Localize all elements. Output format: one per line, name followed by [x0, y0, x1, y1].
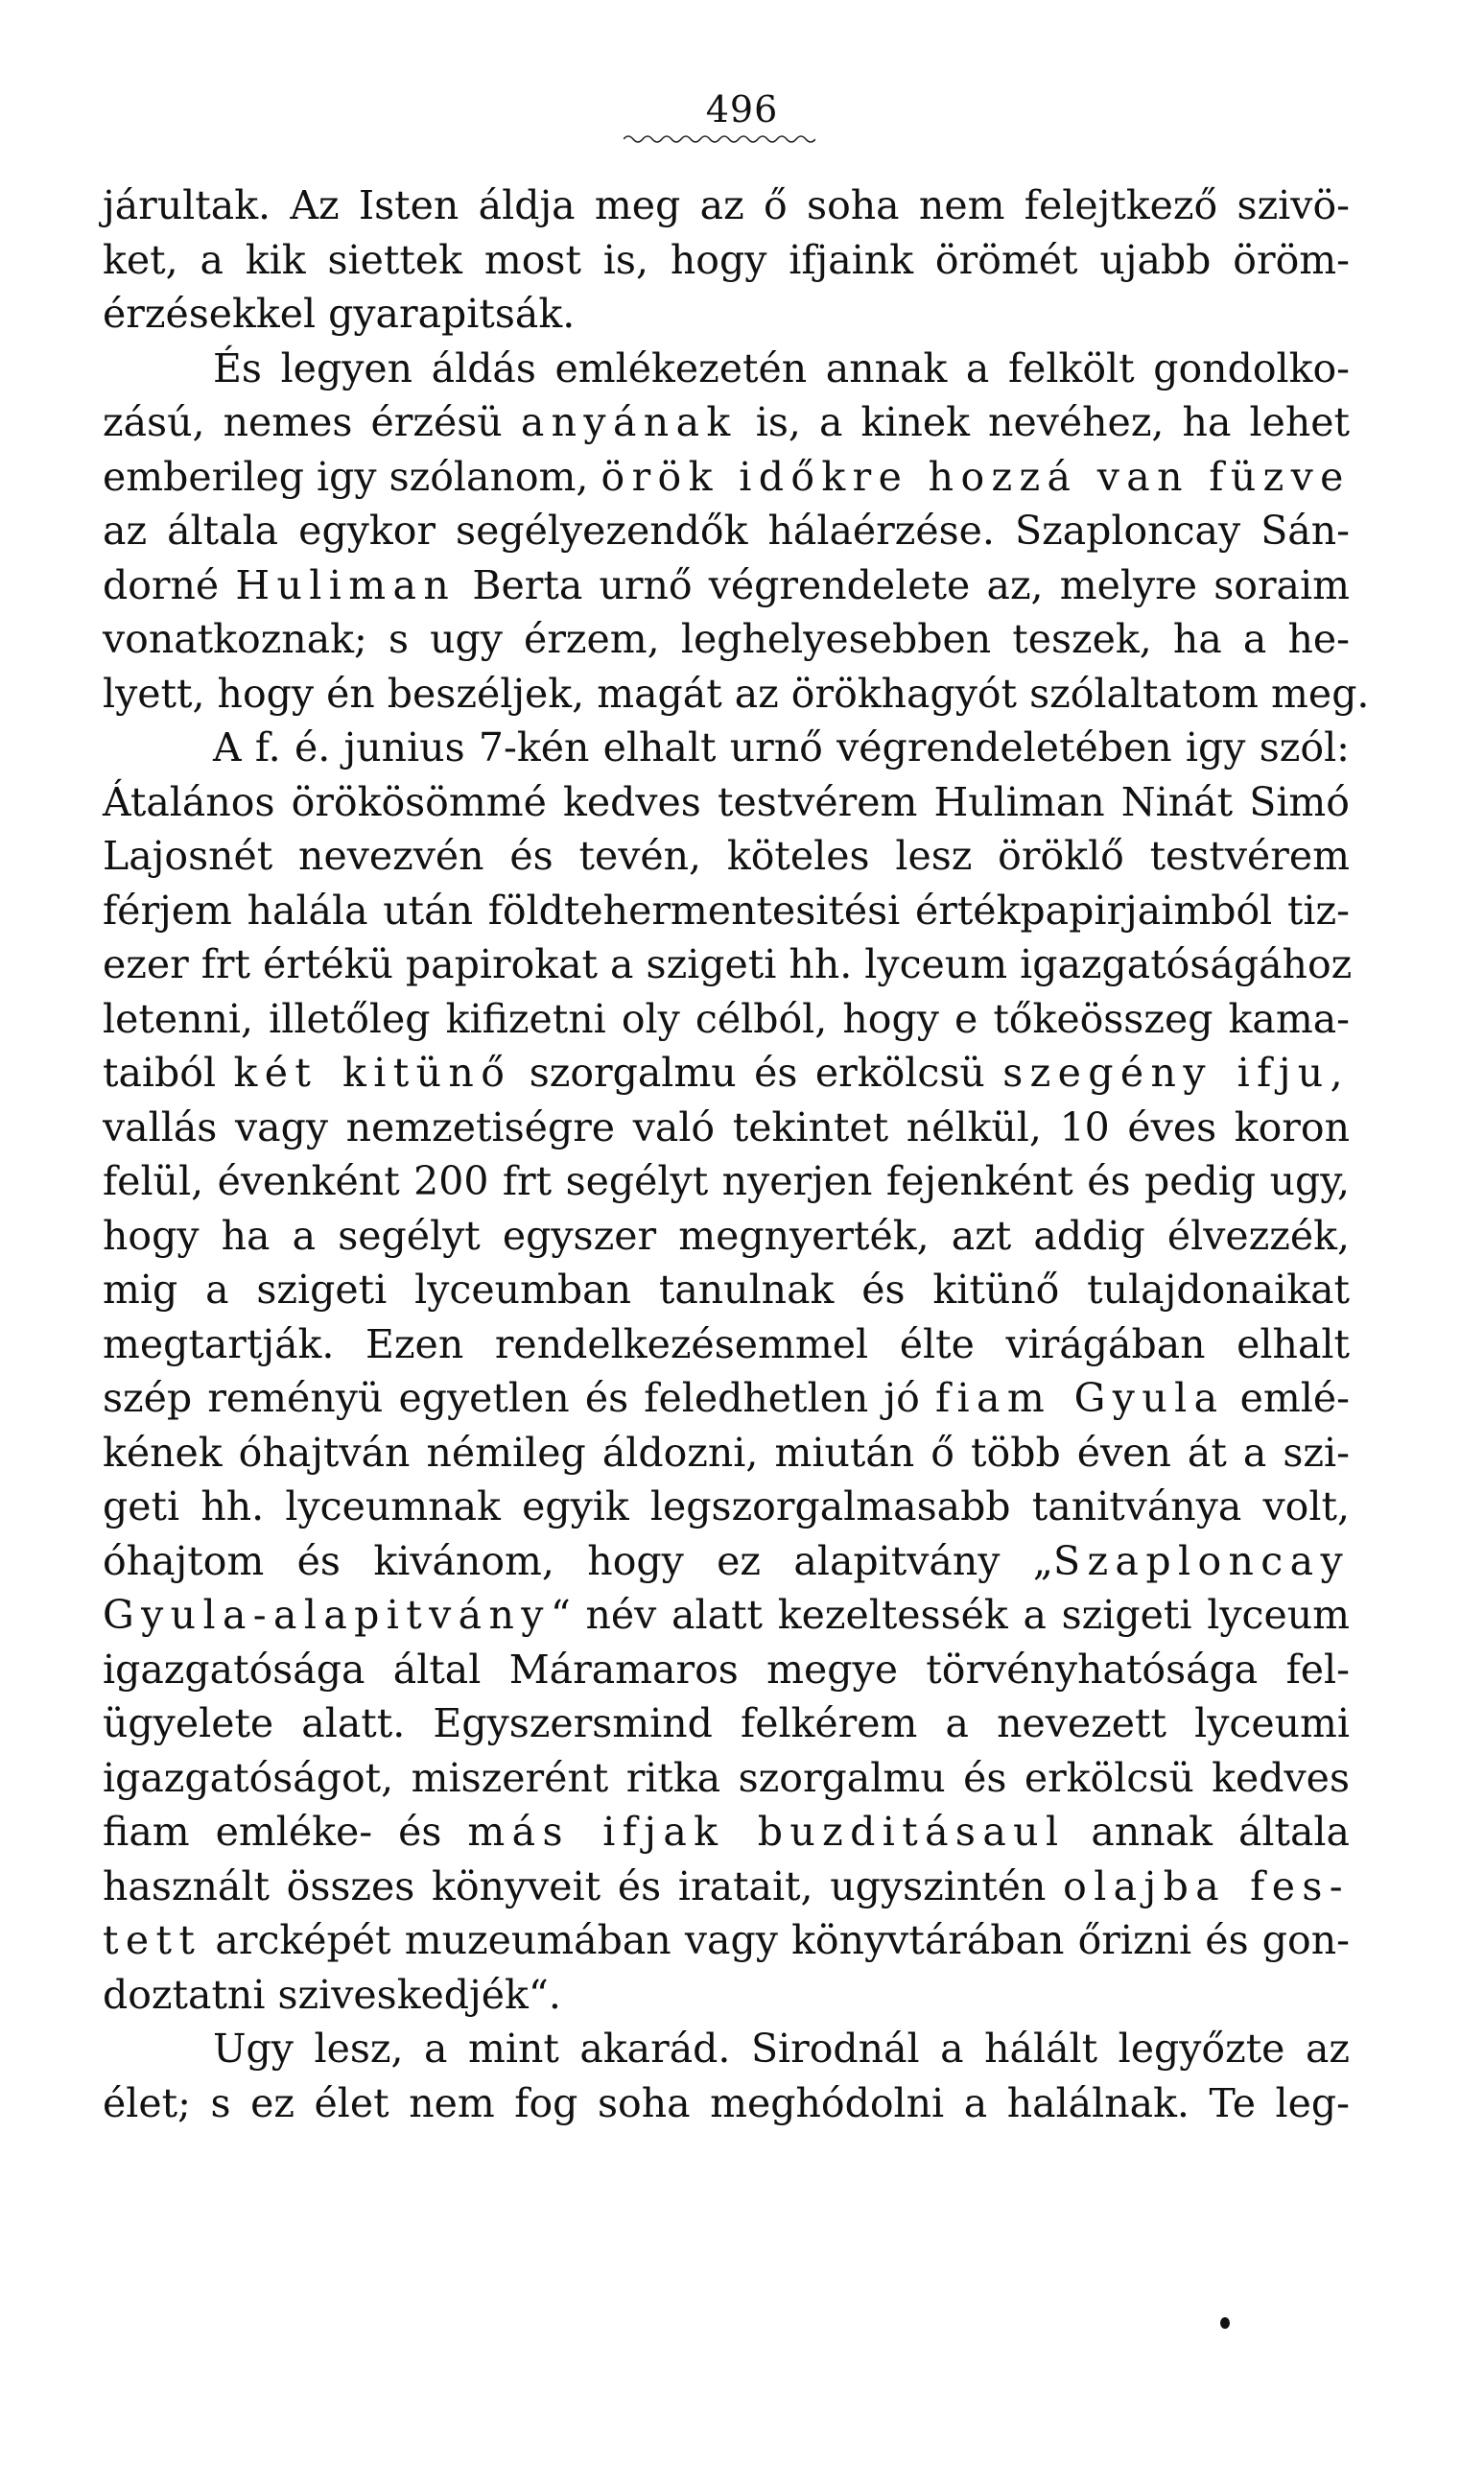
text-line: Ugy lesz, a mint akarád. Sirodnál a hálált legyőzte az — [213, 2026, 1350, 2072]
ink-dot — [1220, 2317, 1230, 2329]
page-number: 496 — [705, 88, 779, 130]
text-line: vallás vagy nemzetiségre való tekintet nélkül, 10 éves koron — [103, 1103, 1350, 1150]
spaced-emphasis: fiam Gyula — [935, 1375, 1225, 1421]
body-text — [103, 178, 1370, 2130]
text-line: A f. é. junius 7-kén elhalt urnő végrendeletében igy szól: — [213, 724, 1350, 770]
text-line: emberileg igy szólanom, örök időkre hozzá van füzve — [103, 453, 1351, 500]
text-line: ket, a kik siettek most is, hogy ifjaink örömét ujabb öröm- — [103, 236, 1350, 283]
text-line: óhajtom és kivánom, hogy ez alapitvány „Szaploncay — [103, 1537, 1350, 1584]
text-line: igazgatósága által Máramaros megye törvényhatósága fel- — [103, 1646, 1350, 1693]
text-line: doztatni sziveskedjék“. — [103, 1971, 561, 2018]
text-line: Átalános örökösömmé kedves testvérem Huliman Ninát Simó — [103, 778, 1350, 825]
text-line: tett arcképét muzeumában vagy könyvtárában őrizni és gon- — [103, 1917, 1350, 1963]
text-line: Lajosnét nevezvén és tevén, köteles lesz öröklő testvérem — [103, 833, 1350, 879]
text-line: geti hh. lyceumnak egyik legszorgalmasabb tanitványa volt, — [103, 1483, 1350, 1529]
text-line: zású, nemes érzésü anyának is, a kinek nevéhez, ha lehet — [103, 399, 1350, 445]
text-line: férjem halála után földtehermentesitési értékpapirjaimból tiz- — [103, 887, 1350, 934]
text-line: ügyelete alatt. Egyszersmind felkérem a nevezett lyceumi — [103, 1700, 1350, 1746]
text-line: élet; s ez élet nem fog soha meghódolni a halálnak. Te leg- — [103, 2079, 1350, 2126]
spaced-emphasis: Szaploncay — [1053, 1537, 1350, 1584]
text-line: hogy ha a segélyt egyszer megnyerték, azt addig élvezzék, — [103, 1212, 1350, 1259]
text-line: igazgatóságot, miszerént ritka szorgalmu és erkölcsü kedves — [103, 1754, 1350, 1801]
text-line: használt összes könyveit és iratait, ugyszintén olajba fes- — [103, 1862, 1350, 1909]
spaced-emphasis: szegény ifju, — [1002, 1050, 1351, 1096]
text-line: letenni, illetőleg kifizetni oly célból, hogy e tőkeösszeg kama- — [103, 995, 1350, 1042]
text-line: szép reményü egyetlen és feledhetlen jó fiam Gyula emlé- — [103, 1375, 1350, 1421]
text-line: megtartják. Ezen rendelkezésemmel élte virágában elhalt — [103, 1320, 1350, 1367]
text-line: És legyen áldás emlékezetén annak a felkölt gondolko- — [213, 344, 1350, 391]
text-line: az általa egykor segélyezendők hálaérzése. Szaploncay Sán- — [103, 508, 1350, 554]
text-line: érzésekkel gyarapitsák. — [103, 291, 576, 337]
text-line: fiam emléke- és más ifjak buzditásaul annak általa — [103, 1809, 1350, 1855]
spaced-emphasis: örök időkre hozzá van füzve — [601, 453, 1351, 500]
spaced-emphasis: tett — [103, 1917, 202, 1963]
text-line: Gyula-alapitvány“ név alatt kezeltessék a szigeti lyceum — [103, 1592, 1350, 1638]
spaced-emphasis: más ifjak buzditásaul — [467, 1809, 1066, 1855]
spaced-emphasis: anyának — [520, 399, 738, 445]
wavy-rule — [624, 132, 815, 146]
text-line: járultak. Az Isten áldja meg az ő soha nem felejtkező szivö- — [103, 182, 1350, 228]
text-line: mig a szigeti lyceumban tanulnak és kitünő tulajdonaikat — [103, 1267, 1350, 1313]
text-line: ezer frt értékü papirokat a szigeti hh. lyceum igazgatóságához — [103, 941, 1353, 987]
spaced-emphasis: két kitünő — [233, 1050, 512, 1096]
spaced-emphasis: Gyula-alapitvány — [103, 1592, 551, 1638]
text-line: taiból két kitünő szorgalmu és erkölcsü szegény ifju, — [103, 1050, 1351, 1096]
text-line: felül, évenként 200 frt segélyt nyerjen fejenként és pedig ugy, — [103, 1158, 1350, 1204]
text-line: kének óhajtván némileg áldozni, miután ő több éven át a szi- — [103, 1429, 1350, 1476]
text-line: dorné Huliman Berta urnő végrendelete az, melyre soraim — [103, 561, 1350, 608]
text-line: lyett, hogy én beszéljek, magát az örökhagyót szólaltatom meg. — [103, 670, 1370, 717]
text-line: vonatkoznak; s ugy érzem, leghelyesebben teszek, ha a he- — [103, 616, 1350, 662]
spaced-emphasis: Huliman — [235, 561, 457, 608]
spaced-emphasis: olajba fes- — [1063, 1862, 1350, 1909]
